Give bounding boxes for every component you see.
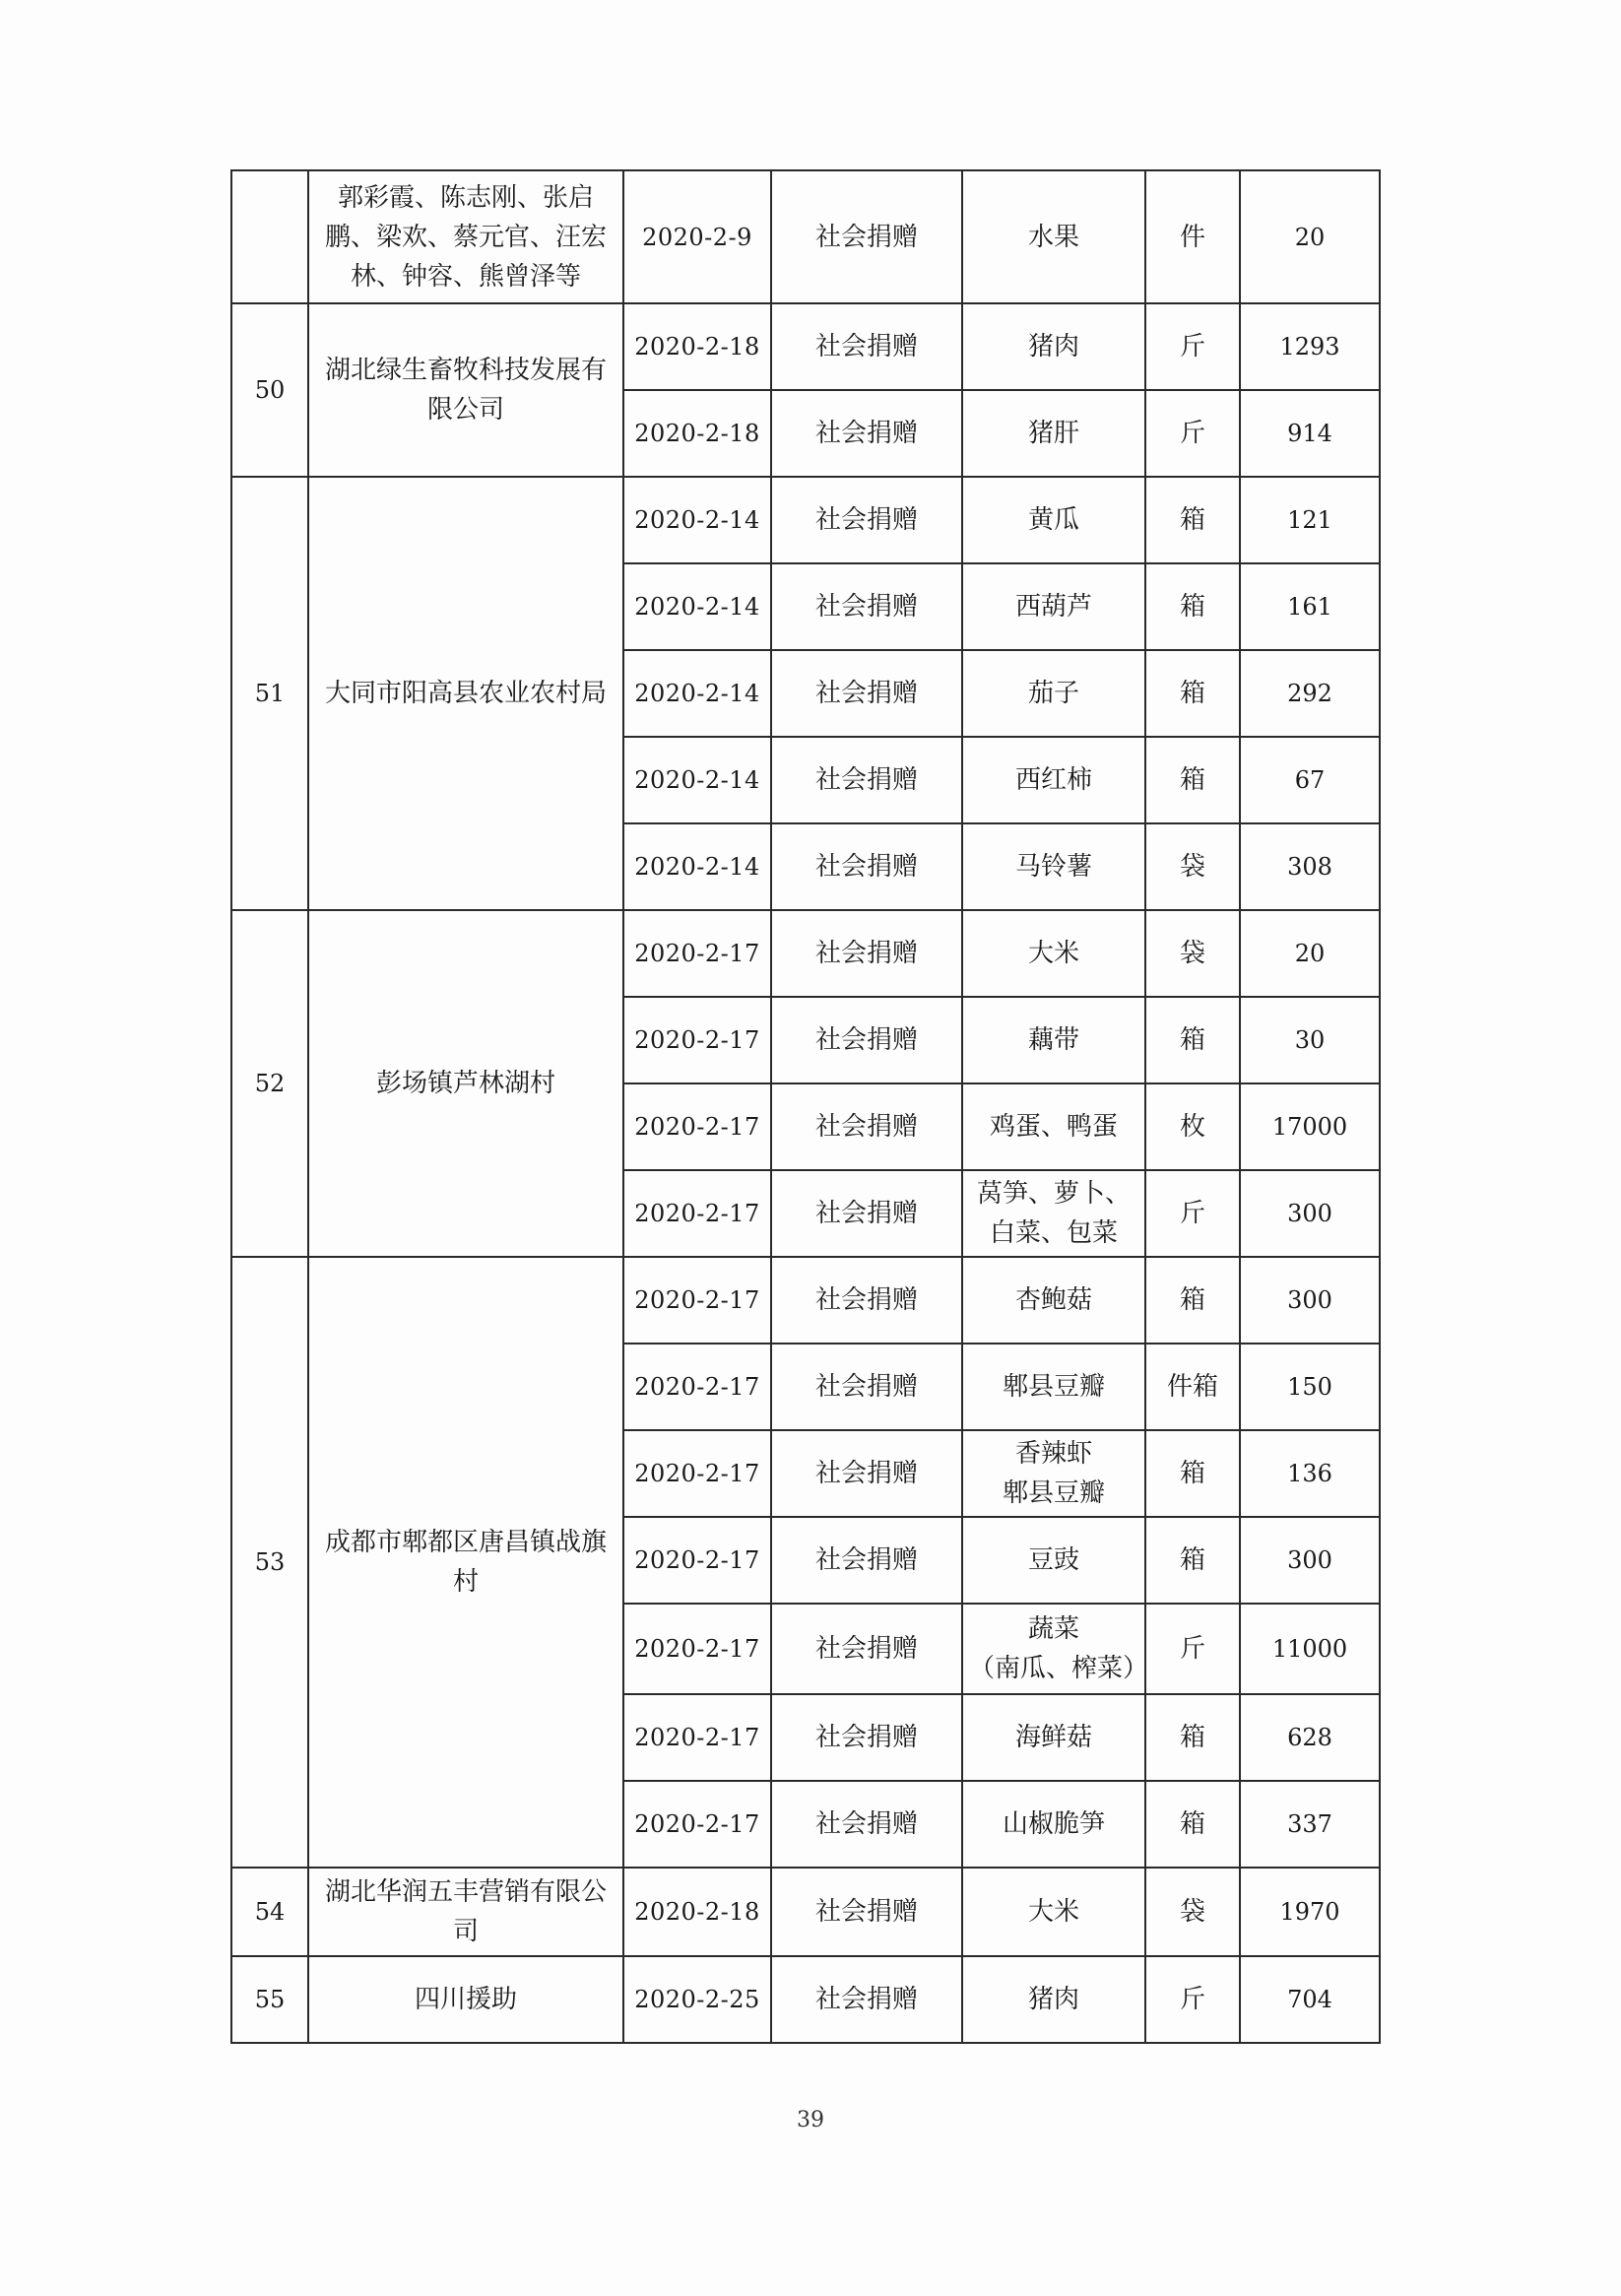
- row-number-cell: 52: [231, 910, 308, 1257]
- donation-type-cell: 社会捐赠: [771, 997, 962, 1083]
- unit-cell: 箱: [1145, 737, 1240, 823]
- table-row: [231, 1257, 1380, 1344]
- date-cell: 2020-2-17: [623, 1604, 771, 1694]
- unit-cell: 件箱: [1145, 1344, 1240, 1430]
- donation-type-cell: 社会捐赠: [771, 170, 962, 303]
- date-cell: 2020-2-17: [623, 1694, 771, 1781]
- unit-cell: 袋: [1145, 910, 1240, 997]
- donor-cell: 湖北绿生畜牧科技发展有限公司: [308, 303, 623, 477]
- donation-type-cell: 社会捐赠: [771, 1868, 962, 1956]
- date-cell: 2020-2-17: [623, 910, 771, 997]
- quantity-cell: 704: [1240, 1956, 1380, 2043]
- donation-type-cell: 社会捐赠: [771, 390, 962, 477]
- item-cell: 大米: [962, 1868, 1145, 1956]
- item-cell: 郫县豆瓣: [962, 1344, 1145, 1430]
- item-cell: 大米: [962, 910, 1145, 997]
- date-cell: 2020-2-9: [623, 170, 771, 303]
- item-cell: 马铃薯: [962, 823, 1145, 910]
- date-cell: 2020-2-17: [623, 1170, 771, 1257]
- unit-cell: 箱: [1145, 477, 1240, 563]
- item-cell: 鸡蛋、鸭蛋: [962, 1083, 1145, 1170]
- table-row: [231, 303, 1380, 390]
- item-cell: 山椒脆笋: [962, 1781, 1145, 1868]
- quantity-cell: 161: [1240, 563, 1380, 650]
- quantity-cell: 914: [1240, 390, 1380, 477]
- date-cell: 2020-2-17: [623, 1344, 771, 1430]
- unit-cell: 箱: [1145, 1517, 1240, 1604]
- unit-cell: 箱: [1145, 1430, 1240, 1517]
- table-row: [231, 170, 1380, 303]
- donor-cell: 四川援助: [308, 1956, 623, 2043]
- quantity-cell: 300: [1240, 1257, 1380, 1344]
- date-cell: 2020-2-17: [623, 1430, 771, 1517]
- item-cell: 蔬菜 （南瓜、榨菜）: [962, 1604, 1145, 1694]
- date-cell: 2020-2-17: [623, 1257, 771, 1344]
- item-cell: 海鲜菇: [962, 1694, 1145, 1781]
- date-cell: 2020-2-17: [623, 1517, 771, 1604]
- donation-type-cell: 社会捐赠: [771, 1170, 962, 1257]
- item-cell: 香辣虾 郫县豆瓣: [962, 1430, 1145, 1517]
- row-number-cell: 51: [231, 477, 308, 910]
- donation-type-cell: 社会捐赠: [771, 477, 962, 563]
- donation-type-cell: 社会捐赠: [771, 1257, 962, 1344]
- quantity-cell: 121: [1240, 477, 1380, 563]
- item-cell: 猪肉: [962, 1956, 1145, 2043]
- date-cell: 2020-2-18: [623, 390, 771, 477]
- donation-type-cell: 社会捐赠: [771, 1956, 962, 2043]
- unit-cell: 枚: [1145, 1083, 1240, 1170]
- donation-type-cell: 社会捐赠: [771, 650, 962, 737]
- row-number-cell: 50: [231, 303, 308, 477]
- item-cell: 西葫芦: [962, 563, 1145, 650]
- row-number-cell: 55: [231, 1956, 308, 2043]
- quantity-cell: 11000: [1240, 1604, 1380, 1694]
- quantity-cell: 300: [1240, 1517, 1380, 1604]
- date-cell: 2020-2-14: [623, 563, 771, 650]
- item-cell: 茄子: [962, 650, 1145, 737]
- item-cell: 豆豉: [962, 1517, 1145, 1604]
- donation-type-cell: 社会捐赠: [771, 563, 962, 650]
- unit-cell: 箱: [1145, 997, 1240, 1083]
- quantity-cell: 300: [1240, 1170, 1380, 1257]
- item-cell: 猪肉: [962, 303, 1145, 390]
- donation-type-cell: 社会捐赠: [771, 1430, 962, 1517]
- item-cell: 西红柿: [962, 737, 1145, 823]
- unit-cell: 箱: [1145, 650, 1240, 737]
- item-cell: 水果: [962, 170, 1145, 303]
- quantity-cell: 20: [1240, 170, 1380, 303]
- donor-cell: 大同市阳高县农业农村局: [308, 477, 623, 910]
- quantity-cell: 150: [1240, 1344, 1380, 1430]
- table-row: [231, 1956, 1380, 2043]
- unit-cell: 袋: [1145, 1868, 1240, 1956]
- unit-cell: 袋: [1145, 823, 1240, 910]
- table-row: [231, 477, 1380, 563]
- unit-cell: 斤: [1145, 1604, 1240, 1694]
- row-number-cell: 53: [231, 1257, 308, 1868]
- row-number-cell: 54: [231, 1868, 308, 1956]
- donation-type-cell: 社会捐赠: [771, 1344, 962, 1430]
- quantity-cell: 308: [1240, 823, 1380, 910]
- quantity-cell: 628: [1240, 1694, 1380, 1781]
- donation-type-cell: 社会捐赠: [771, 823, 962, 910]
- donation-type-cell: 社会捐赠: [771, 1517, 962, 1604]
- date-cell: 2020-2-17: [623, 1083, 771, 1170]
- item-cell: 猪肝: [962, 390, 1145, 477]
- date-cell: 2020-2-18: [623, 303, 771, 390]
- donor-cell: 成都市郫都区唐昌镇战旗村: [308, 1257, 623, 1868]
- donation-table-body: [231, 170, 1380, 2043]
- quantity-cell: 1970: [1240, 1868, 1380, 1956]
- item-cell: 杏鲍菇: [962, 1257, 1145, 1344]
- donation-type-cell: 社会捐赠: [771, 1604, 962, 1694]
- quantity-cell: 30: [1240, 997, 1380, 1083]
- table-row: [231, 910, 1380, 997]
- quantity-cell: 337: [1240, 1781, 1380, 1868]
- donation-type-cell: 社会捐赠: [771, 1781, 962, 1868]
- date-cell: 2020-2-14: [623, 737, 771, 823]
- unit-cell: 斤: [1145, 303, 1240, 390]
- quantity-cell: 20: [1240, 910, 1380, 997]
- unit-cell: 箱: [1145, 1257, 1240, 1344]
- donation-type-cell: 社会捐赠: [771, 910, 962, 997]
- unit-cell: 箱: [1145, 1781, 1240, 1868]
- quantity-cell: 292: [1240, 650, 1380, 737]
- date-cell: 2020-2-14: [623, 650, 771, 737]
- date-cell: 2020-2-18: [623, 1868, 771, 1956]
- donation-type-cell: 社会捐赠: [771, 737, 962, 823]
- quantity-cell: 1293: [1240, 303, 1380, 390]
- date-cell: 2020-2-14: [623, 823, 771, 910]
- donor-cell: 郭彩霞、陈志刚、张启鹏、梁欢、蔡元官、汪宏林、钟容、熊曾泽等: [308, 170, 623, 303]
- donation-type-cell: 社会捐赠: [771, 1083, 962, 1170]
- donor-cell: 彭场镇芦林湖村: [308, 910, 623, 1257]
- unit-cell: 箱: [1145, 563, 1240, 650]
- date-cell: 2020-2-25: [623, 1956, 771, 2043]
- row-number-cell: [231, 170, 308, 303]
- donation-type-cell: 社会捐赠: [771, 303, 962, 390]
- date-cell: 2020-2-17: [623, 1781, 771, 1868]
- unit-cell: 箱: [1145, 1694, 1240, 1781]
- unit-cell: 斤: [1145, 390, 1240, 477]
- unit-cell: 斤: [1145, 1956, 1240, 2043]
- donor-cell: 湖北华润五丰营销有限公司: [308, 1868, 623, 1956]
- unit-cell: 件: [1145, 170, 1240, 303]
- quantity-cell: 17000: [1240, 1083, 1380, 1170]
- page-number: 39: [797, 2108, 824, 2132]
- item-cell: 黄瓜: [962, 477, 1145, 563]
- item-cell: 莴笋、萝卜、白菜、包菜: [962, 1170, 1145, 1257]
- quantity-cell: 136: [1240, 1430, 1380, 1517]
- item-cell: 藕带: [962, 997, 1145, 1083]
- date-cell: 2020-2-17: [623, 997, 771, 1083]
- donation-table: [230, 169, 1381, 2044]
- date-cell: 2020-2-14: [623, 477, 771, 563]
- unit-cell: 斤: [1145, 1170, 1240, 1257]
- table-row: [231, 1868, 1380, 1956]
- quantity-cell: 67: [1240, 737, 1380, 823]
- donation-type-cell: 社会捐赠: [771, 1694, 962, 1781]
